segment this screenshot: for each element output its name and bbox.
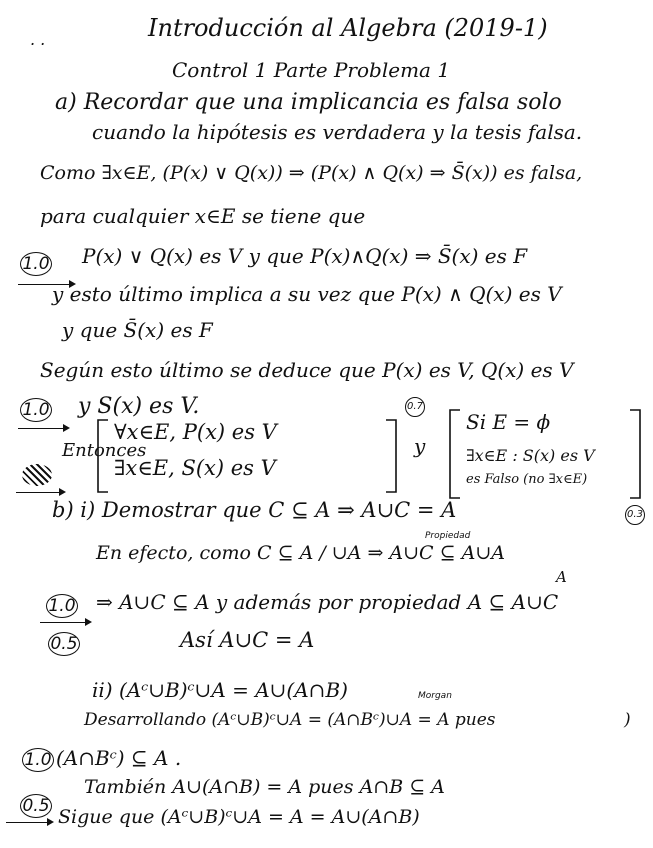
grade-circle: 1.0 [20,398,52,422]
arrow-icon [16,492,64,493]
text-line: ∀x∈E, P(x) es V [114,420,277,444]
text-line: a) Recordar que una implicancia es falsa solo [55,90,562,115]
page-title: Introducción al Algebra (2019-1) [148,14,548,42]
text-line: y [414,434,426,458]
grade-circle: 1.0 [22,748,54,772]
page-subtitle: Control 1 Parte Problema 1 [172,58,451,82]
grade-circle: 0.5 [48,632,80,656]
grade-circle: 1.0 [20,252,52,276]
text-line: Si E = ϕ [466,410,551,434]
text-line: Así A∪C = A [180,628,315,652]
text-line: ii) (Aᶜ∪B)ᶜ∪A = A∪(A∩B) [92,678,348,702]
text-line: Sigue que (Aᶜ∪B)ᶜ∪A = A = A∪(A∩B) [58,806,420,828]
grade-circle-small: 0.3 [625,505,645,525]
grade-circle: 1.0 [46,594,78,618]
bracket-right [384,418,398,494]
text-line: ⇒ A∪C ⊆ A y además por propiedad A ⊆ A∪C [96,590,559,614]
text-line: También A∪(A∩B) = A pues A∩B ⊆ A [84,776,445,798]
text-line: Entonces [62,440,147,461]
bracket-left [96,418,110,494]
text-line: para cualquier x∈E se tiene que [40,204,366,228]
text-line: cuando la hipótesis es verdadera y la tesis falsa. [92,120,583,144]
corner-mark: . . [30,30,46,49]
text-line: Desarrollando (Aᶜ∪B)ᶜ∪A = (A∩Bᶜ)∪A = A pues [84,710,496,730]
arrow-icon [40,622,90,623]
text-line: En efecto, como C ⊆ A / ∪A ⇒ A∪C ⊆ A∪A [96,542,505,564]
text-line: b) i) Demostrar que C ⊆ A ⇒ A∪C = A [52,498,457,522]
scribbled-mark [22,464,52,486]
text-line: (A∩Bᶜ) ⊆ A . [56,746,182,770]
arrow-icon [6,822,52,823]
arrow-icon [18,428,68,429]
text-line: y S(x) es V. [78,394,200,419]
text-line: y esto último implica a su vez que P(x) ∧ Q(x) es V [52,282,562,306]
text-line: ∃x∈E, S(x) es V [114,456,276,480]
text-line: P(x) ∨ Q(x) es V y que P(x)∧Q(x) ⇒ S̄(x) es F [82,244,528,268]
grade-circle: 0.5 [20,794,52,818]
bracket-left [448,408,462,500]
text-line: A [556,568,567,586]
text-line: Como ∃x∈E, (P(x) ∨ Q(x)) ⇒ (P(x) ∧ Q(x) ⇒ S̄(x)) es falsa, [40,162,583,184]
annotation-note: Morgan [418,691,452,701]
text-line: Según esto último se deduce que P(x) es V, Q(x) es V [40,358,574,382]
text-line: ) [624,710,631,730]
bracket-right [628,408,642,500]
text-line: ∃x∈E : S(x) es V [466,446,595,465]
annotation-note: Propiedad [425,531,471,541]
text-line: y que S̄(x) es F [62,318,213,342]
grade-circle-small: 0.7 [405,397,425,417]
text-line: es Falso (no ∃x∈E) [466,472,588,487]
